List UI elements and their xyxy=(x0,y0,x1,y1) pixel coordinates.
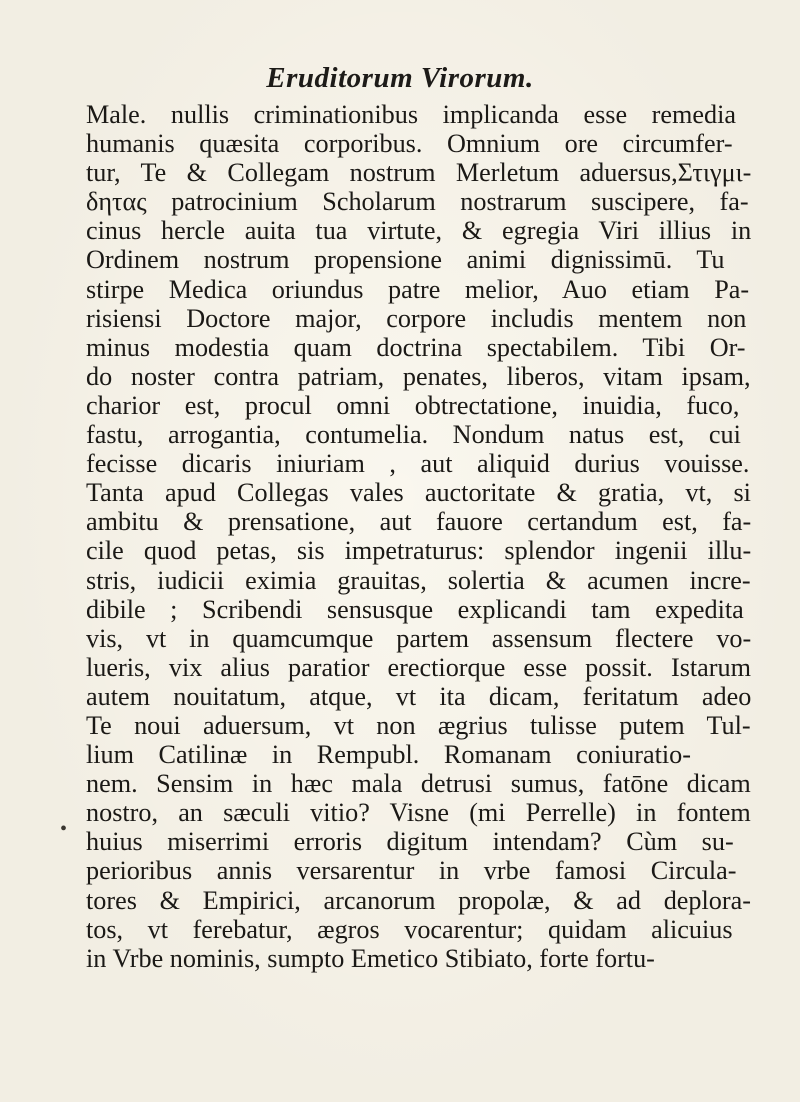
text-line: Tanta apud Collegas vales auctoritate & gratia, vt, si xyxy=(86,478,751,508)
text-line: charior est, procul omni obtrectatione, inuidia, fuco, xyxy=(86,390,740,420)
text-line: perioribus annis versarentur in vrbe famosi Circula- xyxy=(86,856,737,886)
text-line: autem nouitatum, atque, vt ita dicam, feritatum adeo xyxy=(86,681,752,711)
margin-mark: • xyxy=(60,818,68,840)
text-line: vis, vt in quamcumque partem assensum flectere vo- xyxy=(86,623,752,653)
body-text xyxy=(86,100,751,973)
text-line: Male. nullis criminationibus implicanda esse remedia xyxy=(86,100,736,129)
text-line: tos, vt ferebatur, ægros vocarentur; quidam alicuius xyxy=(86,914,733,944)
text-line: lium Catilinæ in Rempubl. Romanam coniuratio- xyxy=(86,740,691,770)
text-line: Te noui aduersum, vt non ægrius tulisse putem Tul- xyxy=(86,710,751,740)
running-head: Eruditorum Virorum. xyxy=(266,62,534,94)
text-line: in Vrbe nominis, sumpto Emetico Stibiato, forte fortu- xyxy=(86,943,655,973)
text-line: risiensi Doctore major, corpore includis mentem non xyxy=(86,303,747,333)
text-line: cile quod petas, sis impetraturus: splendor ingenii illu- xyxy=(86,536,752,566)
text-line: Ordinem nostrum propensione animi dignissimū. Tu xyxy=(86,245,725,275)
text-line: minus modestia quam doctrina spectabilem. Tibi Or- xyxy=(86,332,746,362)
text-line: huius miserrimi erroris digitum intendam? Cùm su- xyxy=(86,827,734,857)
text-line: fastu, arrogantia, contumelia. Nondum natus est, cui xyxy=(86,420,741,450)
text-line: tur, Te & Collegam nostrum Merletum aduersus,Στιγμι- xyxy=(86,158,752,188)
text-line: fecisse dicaris iniuriam , aut aliquid durius vouisse. xyxy=(86,449,750,479)
text-line: ambitu & prensatione, aut fauore certandum est, fa- xyxy=(86,507,752,537)
text-line: nem. Sensim in hæc mala detrusi sumus, fatōne dicam xyxy=(86,769,751,799)
text-line: humanis quæsita corporibus. Omnium ore circumfer- xyxy=(86,129,733,159)
text-line: dibile ; Scribendi sensusque explicandi tam expedita xyxy=(86,594,744,624)
text-line: stirpe Medica oriundus patre melior, Auo etiam Pa- xyxy=(86,274,750,304)
text-line: stris, iudicii eximia grauitas, solertia & acumen incre- xyxy=(86,565,751,595)
text-line: δητας patrocinium Scholarum nostrarum suscipere, fa- xyxy=(86,187,749,217)
text-line: tores & Empirici, arcanorum propolæ, & ad deplora- xyxy=(86,885,751,915)
text-line: cinus hercle auita tua virtute, & egregia Viri illius in xyxy=(86,216,752,246)
text-line: do noster contra patriam, penates, liberos, vitam ipsam, xyxy=(86,361,751,391)
text-line: lueris, vix alius paratior erectiorque esse possit. Istarum xyxy=(86,652,751,682)
text-line: nostro, an sæculi vitio? Visne (mi Perrelle) in fontem xyxy=(86,798,751,828)
